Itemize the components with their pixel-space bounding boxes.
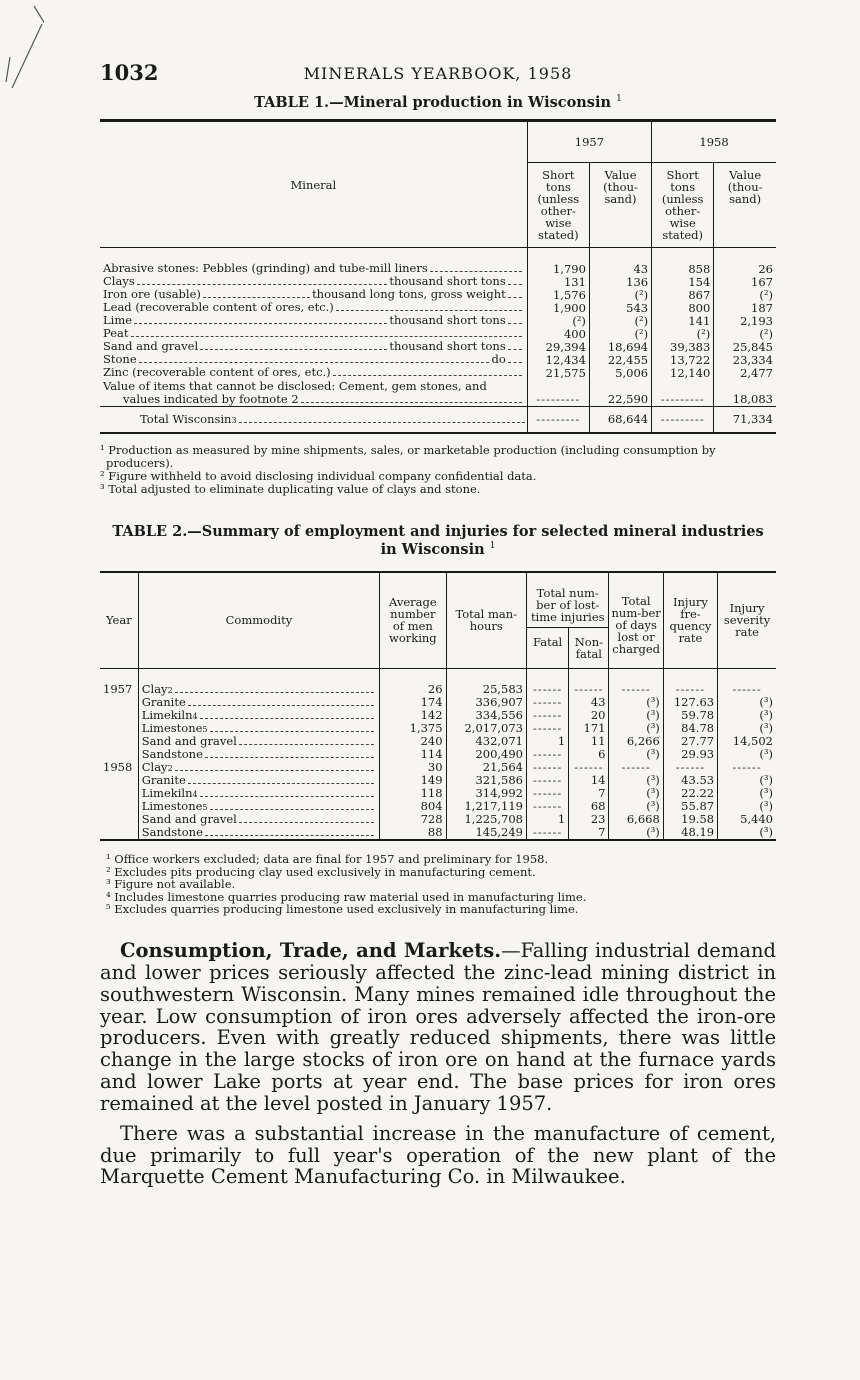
table1-mineral-name: Iron ore (usable) [103, 288, 201, 302]
table2-footnote-1: ¹ Office workers excluded; data are final for 1957 and preliminary for 1958. [106, 851, 549, 866]
table2-commodity-name: Clay [141, 682, 168, 696]
table1-cell-v58: 187 [714, 301, 776, 314]
table2-footnote-5: ⁵ Excludes quarries producing limestone used exclusively in manufacturing lime. [106, 902, 579, 917]
table1-footnote-3: ³ Total adjusted to eliminate duplicating value of clays and stone. [100, 482, 481, 497]
table2-commodity-name: Sandstone [141, 825, 203, 839]
table2-cell-freq: 27.77 [663, 735, 717, 748]
table1-row-mineral [100, 327, 527, 340]
table2-cell-sev: (³) [718, 748, 776, 761]
table2-cell-days: (³) [609, 800, 663, 813]
table2-cell-commodity [138, 668, 379, 696]
table1-cell-t58: 800 [652, 301, 714, 314]
table2-header-men: Average number of men working [380, 572, 446, 669]
table2-cell-manhours: 314,992 [446, 787, 526, 800]
table2-cell-commodity [138, 722, 379, 735]
table2-commodity-sup: 4 [192, 711, 198, 721]
table1-mineral-name: Zinc (recoverable content of ores, etc.) [103, 366, 331, 380]
table2-cell-commodity [138, 787, 379, 800]
table1-mineral-name: Peat [103, 327, 129, 341]
table1-cell-t58: 141 [652, 314, 714, 327]
table1-cell-v58: 167 [714, 275, 776, 288]
table1-cell-v58: 26 [714, 248, 776, 276]
table2-row [100, 826, 776, 840]
page [100, 60, 776, 1188]
table2-cell-manhours: 25,583 [446, 668, 526, 696]
table2-header-year: Year [100, 572, 138, 669]
table1-mineral-unit: thousand short tons [389, 340, 506, 354]
table2-cell-manhours: 1,225,708 [446, 813, 526, 826]
table2-cell-commodity [138, 813, 379, 826]
body-text [100, 940, 776, 1188]
table1-caption-text: TABLE 1.—Mineral production in Wisconsin [254, 94, 612, 111]
body-paragraph-2: There was a substantial increase in the manufacture of cement, due primarily to full year's operation of the new plant of the Marquette Cement Manufacturing Co. in Milwaukee. [100, 1121, 776, 1189]
table2-cell-sev [718, 761, 776, 774]
table1-cell-v58: 23,334 [714, 353, 776, 366]
table2-dash-leader: ------ [532, 760, 563, 775]
table2-cell-manhours: 1,217,119 [446, 800, 526, 813]
table2-cell-men: 114 [380, 748, 446, 761]
table2-cell-days: 6,266 [609, 735, 663, 748]
table2-dash-leader: ------ [532, 786, 563, 801]
table1-cell-v57: (²) [589, 314, 651, 327]
table2-cell-commodity [138, 696, 379, 709]
table1-total-label: Total Wisconsin [140, 412, 232, 426]
table2-cell-year [100, 722, 138, 735]
table2-commodity-name: Sand and gravel [141, 812, 237, 826]
table1-mineral-name: Clays [103, 275, 135, 289]
table2-cell-freq: 59.78 [663, 709, 717, 722]
table2-cell-year [100, 735, 138, 748]
table2-cell-nonfatal: 68 [569, 800, 609, 813]
table2-caption-line2: in Wisconsin [380, 540, 485, 558]
table1-mineral-name: Lead (recoverable content of ores, etc.) [103, 301, 334, 315]
table1-mineral-name: Abrasive stones: Pebbles (grinding) and tube-mill liners [103, 262, 428, 276]
table2-cell-freq [663, 668, 717, 696]
table1-row [100, 340, 776, 353]
running-head [100, 60, 776, 94]
table2-header-nonfatal: Non-fatal [569, 627, 609, 668]
table2-cell-sev: (³) [718, 826, 776, 840]
table1-header-1958: 1958 [652, 121, 776, 163]
table1-row-mineral [100, 353, 527, 366]
table2-row [100, 813, 776, 826]
table2-cell-fatal [527, 761, 569, 774]
table2 [100, 571, 776, 841]
table2-cell-days [609, 761, 663, 774]
table2-cell-days: 6,668 [609, 813, 663, 826]
table1-cell-t57: 1,900 [527, 301, 589, 314]
table2-cell-year [100, 800, 138, 813]
table1-row [100, 327, 776, 340]
table1-cell-t58: (²) [652, 327, 714, 340]
table1-caption-sup: 1 [616, 94, 622, 105]
table1-total-v58: 71,334 [714, 406, 776, 433]
table2-caption-sup: 1 [489, 541, 496, 552]
table2-row [100, 668, 776, 696]
table2-cell-men: 804 [380, 800, 446, 813]
table1-row-mineral [100, 366, 527, 379]
table1-undisclosed-line1: Value of items that cannot be disclosed: Cement, gem stones, and [103, 379, 487, 394]
table2-cell-commodity [138, 761, 379, 774]
table1-row-mineral [100, 248, 527, 276]
table2-cell-freq: 29.93 [663, 748, 717, 761]
table1-total-sup: 3 [231, 415, 237, 425]
table2-cell-sev [718, 668, 776, 696]
table1-undisclosed-t58: --------- [660, 392, 705, 407]
table1-row-mineral [100, 301, 527, 314]
table2-cell-manhours: 2,017,073 [446, 722, 526, 735]
table2-dash-leader: ------ [532, 825, 563, 840]
table2-cell-manhours: 21,564 [446, 761, 526, 774]
table1-footnote-1: ¹ Production as measured by mine shipments, sales, or marketable production (including consumption by producers). [100, 442, 716, 470]
table2-cell-men: 728 [380, 813, 446, 826]
table2-cell-sev: 14,502 [718, 735, 776, 748]
table2-cell-fatal [527, 709, 569, 722]
table2-cell-year [100, 787, 138, 800]
table1-cell-t57: 131 [527, 275, 589, 288]
table2-footnote-2: ² Excludes pits producing clay used exclusively in manufacturing cement. [106, 864, 536, 879]
table2-cell-men: 118 [380, 787, 446, 800]
table2-cell-nonfatal: 171 [569, 722, 609, 735]
table1-mineral-name: Stone [103, 353, 137, 367]
table2-cell-days: (³) [609, 826, 663, 840]
table2-cell-commodity [138, 748, 379, 761]
table1 [100, 119, 776, 434]
table2-row [100, 722, 776, 735]
table2-cell-days: (³) [609, 787, 663, 800]
table2-row [100, 696, 776, 709]
table2-cell-freq: 55.87 [663, 800, 717, 813]
table2-cell-days: (³) [609, 709, 663, 722]
table2-cell-sev: (³) [718, 709, 776, 722]
table1-row [100, 353, 776, 366]
table2-cell-nonfatal: 43 [569, 696, 609, 709]
table2-cell-nonfatal: 7 [569, 826, 609, 840]
table1-cell-v57: 543 [589, 301, 651, 314]
table2-dash-leader: ------ [621, 760, 651, 775]
table2-cell-year [100, 813, 138, 826]
table2-commodity-name: Clay [141, 760, 168, 774]
table2-cell-sev: (³) [718, 722, 776, 735]
table1-cell-v57: 18,694 [589, 340, 651, 353]
section-lead: Consumption, Trade, and Markets. [120, 939, 502, 963]
table2-dash-leader: ------ [675, 682, 706, 697]
table1-footnotes [100, 444, 776, 497]
table1-cell-t58: 13,722 [652, 353, 714, 366]
table1-cell-t57: (²) [527, 314, 589, 327]
table2-cell-freq: 22.22 [663, 787, 717, 800]
table2-cell-men: 26 [380, 668, 446, 696]
table2-cell-manhours: 334,556 [446, 709, 526, 722]
table2-cell-men: 1,375 [380, 722, 446, 735]
table1-cell-v57: (²) [589, 327, 651, 340]
table1-row-mineral [100, 275, 527, 288]
table1-row [100, 366, 776, 379]
table2-dash-leader: ------ [621, 682, 651, 697]
table1-row-mineral [100, 340, 527, 353]
table2-commodity-name: Limestone [141, 721, 203, 735]
table1-mineral-name: Lime [103, 314, 133, 328]
table1-cell-t57: 12,434 [527, 353, 589, 366]
table1-cell-t58: 867 [652, 288, 714, 301]
table2-cell-nonfatal: 6 [569, 748, 609, 761]
table2-dash-leader: ------ [532, 682, 563, 697]
table2-cell-year [100, 826, 138, 840]
table2-footnote-4: ⁴ Includes limestone quarries producing raw material used in manufacturing lime. [106, 889, 587, 904]
table2-cell-freq: 48.19 [663, 826, 717, 840]
table1-cell-t57: 21,575 [527, 366, 589, 379]
table2-cell-manhours: 336,907 [446, 696, 526, 709]
table2-cell-freq: 84.78 [663, 722, 717, 735]
table1-footnote-2: ² Figure withheld to avoid disclosing individual company confidential data. [100, 468, 537, 483]
table2-commodity-name: Granite [141, 773, 186, 787]
table2-dash-leader: ------ [732, 760, 762, 775]
table1-cell-t57: 400 [527, 327, 589, 340]
table1-mineral-name: Sand and gravel [103, 340, 199, 354]
table2-dash-leader: ------ [532, 799, 563, 814]
table2-cell-days: (³) [609, 748, 663, 761]
table2-cell-nonfatal [569, 668, 609, 696]
table1-row [100, 314, 776, 327]
table1-cell-t58: 858 [652, 248, 714, 276]
table2-cell-fatal: 1 [527, 813, 569, 826]
table2-row [100, 748, 776, 761]
table2-cell-men: 88 [380, 826, 446, 840]
table2-footnote-3: ³ Figure not available. [106, 877, 236, 892]
table2-cell-manhours: 432,071 [446, 735, 526, 748]
table1-header-tons-1958: Short tons (unless other-wise stated) [652, 163, 714, 248]
table2-dash-leader: ------ [574, 760, 604, 775]
table2-caption [100, 524, 776, 558]
table2-cell-nonfatal: 23 [569, 813, 609, 826]
table2-footnotes [100, 853, 776, 916]
table1-mineral-unit: thousand long tons, gross weight [312, 288, 506, 302]
table1-undisclosed-t57: --------- [536, 392, 581, 407]
table2-cell-year [100, 774, 138, 787]
table2-cell-commodity [138, 774, 379, 787]
table2-dash-leader: ------ [532, 773, 563, 788]
table2-cell-days: (³) [609, 696, 663, 709]
table2-cell-commodity [138, 735, 379, 748]
table2-header-days: Total num-ber of days lost or charged [609, 572, 663, 669]
table2-cell-fatal [527, 696, 569, 709]
table1-cell-t57: 1,790 [527, 248, 589, 276]
table1-cell-t58: 154 [652, 275, 714, 288]
table2-cell-fatal [527, 826, 569, 840]
table2-dash-leader: ------ [675, 760, 706, 775]
table1-total-t58: --------- [660, 411, 705, 426]
table2-cell-commodity [138, 800, 379, 813]
table2-cell-freq: 127.63 [663, 696, 717, 709]
table2-dash-leader: ------ [574, 682, 604, 697]
table1-row [100, 301, 776, 314]
table2-cell-sev: (³) [718, 787, 776, 800]
table1-cell-v58: (²) [714, 327, 776, 340]
table2-commodity-name: Sand and gravel [141, 734, 237, 748]
running-title: MINERALS YEARBOOK, 1958 [303, 64, 573, 83]
table2-cell-days [609, 668, 663, 696]
table2-cell-fatal: 1 [527, 735, 569, 748]
table1-cell-v58: (²) [714, 288, 776, 301]
table1-row-mineral [100, 314, 527, 327]
table1-cell-t57: 29,394 [527, 340, 589, 353]
table2-cell-sev: 5,440 [718, 813, 776, 826]
table1-header-value-1957: Value (thou-sand) [589, 163, 651, 248]
table2-commodity-sup: 4 [192, 789, 198, 799]
table1-header-mineral: Mineral [100, 121, 527, 248]
table2-cell-year: 1957 [103, 682, 133, 697]
table1-cell-v58: 25,845 [714, 340, 776, 353]
table2-dash-leader: ------ [732, 682, 762, 697]
table2-cell-nonfatal: 14 [569, 774, 609, 787]
table2-dash-leader: ------ [532, 721, 563, 736]
table1-cell-v57: 22,455 [589, 353, 651, 366]
table2-cell-freq: 43.53 [663, 774, 717, 787]
table2-header-frequency: Injury fre-quency rate [663, 572, 717, 669]
table2-cell-manhours: 200,490 [446, 748, 526, 761]
table2-cell-nonfatal: 11 [569, 735, 609, 748]
table2-cell-days: (³) [609, 774, 663, 787]
table2-header-commodity: Commodity [138, 572, 379, 669]
table1-header-value-1958: Value (thou-sand) [714, 163, 776, 248]
table2-dash-leader: ------ [532, 747, 563, 762]
table2-row [100, 761, 776, 774]
table1-mineral-unit: thousand short tons [389, 275, 506, 289]
table2-commodity-name: Limekiln [141, 786, 193, 800]
table2-commodity-sup: 5 [202, 802, 208, 812]
table2-cell-men: 149 [380, 774, 446, 787]
table1-cell-v57: 43 [589, 248, 651, 276]
table1-cell-t58: 12,140 [652, 366, 714, 379]
table2-cell-fatal [527, 722, 569, 735]
table2-cell-nonfatal [569, 761, 609, 774]
table1-row [100, 288, 776, 301]
table1-cell-t58: 39,383 [652, 340, 714, 353]
table1-row [100, 248, 776, 276]
table2-cell-men: 142 [380, 709, 446, 722]
table2-commodity-sup: 2 [167, 763, 173, 773]
table2-header-fatal: Fatal [527, 627, 569, 668]
table1-row-mineral [100, 288, 527, 301]
table2-cell-men: 30 [380, 761, 446, 774]
table2-dash-leader: ------ [532, 695, 563, 710]
table1-cell-v57: 5,006 [589, 366, 651, 379]
table2-cell-fatal [527, 668, 569, 696]
table2-caption-line1: TABLE 2.—Summary of employment and injuries for selected mineral industries [112, 523, 764, 541]
page-number: 1032 [100, 60, 159, 85]
table2-cell-men: 240 [380, 735, 446, 748]
table2-row [100, 735, 776, 748]
table1-cell-v58: 2,477 [714, 366, 776, 379]
table2-cell-sev: (³) [718, 800, 776, 813]
table2-cell-nonfatal: 20 [569, 709, 609, 722]
table1-cell-v57: 136 [589, 275, 651, 288]
table2-commodity-name: Limekiln [141, 708, 193, 722]
table2-cell-men: 174 [380, 696, 446, 709]
table2-commodity-name: Sandstone [141, 747, 203, 761]
table2-row [100, 787, 776, 800]
table2-header-lost-time: Total num-ber of lost-time injuries [527, 572, 609, 628]
table2-cell-commodity [138, 826, 379, 840]
table1-undisclosed-v57: 22,590 [589, 379, 651, 406]
table2-cell-year [100, 696, 138, 709]
table2-cell-nonfatal: 7 [569, 787, 609, 800]
table2-cell-manhours: 321,586 [446, 774, 526, 787]
table2-cell-commodity [138, 709, 379, 722]
margin-pencil-mark [4, 2, 44, 92]
table2-cell-manhours: 145,249 [446, 826, 526, 840]
table1-row [100, 275, 776, 288]
table2-row [100, 709, 776, 722]
table2-row [100, 800, 776, 813]
table2-commodity-name: Limestone [141, 799, 203, 813]
table1-total-v57: 68,644 [589, 406, 651, 433]
table2-cell-fatal [527, 748, 569, 761]
table2-cell-freq [663, 761, 717, 774]
table1-header-1957: 1957 [527, 121, 651, 163]
table2-dash-leader: ------ [532, 708, 563, 723]
table1-cell-v58: 2,193 [714, 314, 776, 327]
table1-header-tons-1957: Short tons (unless other-wise stated) [527, 163, 589, 248]
table1-undisclosed-v58: 18,083 [714, 379, 776, 406]
table2-cell-fatal [527, 800, 569, 813]
body-paragraph-1-text: —Falling industrial demand and lower prices seriously affected the zinc-lead mining district in southwestern Wisconsin. Many mines remained idle throughout the year. Low consumption of iron ores adversely affected the iron-ore producers. Even with greatly reduced shipments, there was little change in the large stocks of iron ore on hand at the furnace yards and lower Lake ports at year end. The base prices for iron ores remained at the level posted in January 1957. [100, 939, 776, 1115]
table2-cell-fatal [527, 787, 569, 800]
table2-cell-freq: 19.58 [663, 813, 717, 826]
table1-caption [100, 94, 776, 111]
body-paragraph-1 [100, 940, 776, 1115]
table1-total-t57: --------- [536, 411, 581, 426]
table1-mineral-unit: do [491, 353, 506, 367]
table2-header-severity: Injury severity rate [718, 572, 776, 669]
table2-commodity-sup: 2 [167, 685, 173, 695]
table2-row [100, 774, 776, 787]
table2-cell-days: (³) [609, 722, 663, 735]
table2-commodity-name: Granite [141, 695, 186, 709]
table1-cell-t57: 1,576 [527, 288, 589, 301]
table2-cell-year: 1958 [103, 760, 133, 775]
table2-commodity-sup: 5 [202, 724, 208, 734]
table2-cell-year [100, 709, 138, 722]
table1-cell-v57: (²) [589, 288, 651, 301]
table2-cell-sev: (³) [718, 774, 776, 787]
table2-cell-year [100, 748, 138, 761]
table2-header-manhours: Total man-hours [446, 572, 526, 669]
table1-undisclosed-line2: values indicated by footnote 2 [123, 392, 299, 406]
table2-cell-sev: (³) [718, 696, 776, 709]
table1-undisclosed-label [100, 379, 527, 406]
table1-mineral-unit: thousand short tons [389, 314, 506, 328]
table2-cell-fatal [527, 774, 569, 787]
